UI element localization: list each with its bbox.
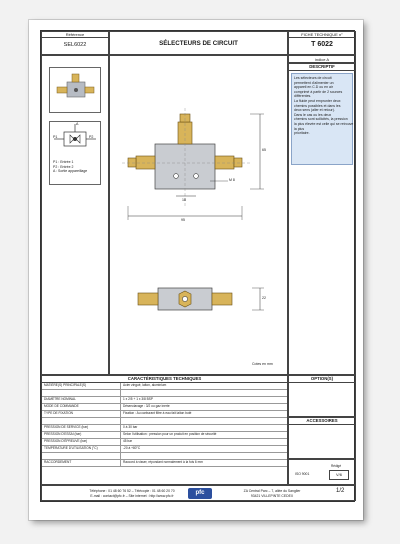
descriptif-line: appareil en C.D ou en air bbox=[294, 85, 333, 90]
document-sheet bbox=[29, 20, 363, 520]
tech-row-value: Selon l'utilisation : pression pour un produit en position de sécurité bbox=[123, 432, 217, 436]
tech-row-value: Désenclavage : 3/2 ou gaz inerte bbox=[123, 404, 170, 408]
company-logo: pfc bbox=[188, 488, 212, 499]
dimension-side: 22 bbox=[262, 296, 266, 300]
thread-label: M 8 bbox=[229, 178, 235, 182]
sheet-number: T 6022 bbox=[311, 41, 333, 48]
tech-row-label: MODE DE COMMANDE bbox=[42, 404, 121, 410]
reference-value: SEL6022 bbox=[63, 42, 87, 48]
footer-contact bbox=[82, 489, 182, 498]
tech-row-value: 45 bar bbox=[123, 439, 133, 443]
tech-row-label: TYPE DE FIXATION bbox=[42, 411, 121, 417]
tech-row-label: TEMPÉRATURE D'UTILISATION (°C) bbox=[42, 446, 121, 452]
index-cell bbox=[288, 55, 356, 63]
tech-row-label: MATIÈRE(S) PRINCIPALE(S) bbox=[42, 383, 121, 389]
title-cell bbox=[109, 31, 288, 55]
footer-address-2: 93421 VILLEPINTE CEDEX bbox=[250, 493, 294, 498]
tech-rows bbox=[42, 383, 287, 467]
tech-row bbox=[42, 404, 287, 411]
tech-row bbox=[42, 383, 287, 390]
tech-row-label bbox=[42, 418, 121, 424]
tech-row-value bbox=[121, 390, 123, 396]
descriptif-line: Les sélecteurs de circuit bbox=[294, 76, 332, 80]
footer bbox=[41, 485, 356, 501]
tech-row bbox=[42, 425, 287, 432]
certification-cell bbox=[288, 459, 356, 485]
descriptif-line: comprimé à partir de 2 sources bbox=[294, 89, 343, 94]
descriptif-line: chemins possibles et dans les bbox=[294, 103, 341, 108]
tech-row bbox=[42, 432, 287, 439]
tech-row bbox=[42, 439, 287, 446]
footer-email: E-mail : contact@pfc.fr – Site internet : http://www.pfc.fr bbox=[90, 493, 174, 498]
tech-row bbox=[42, 446, 287, 453]
dimension-ports: 18 bbox=[182, 198, 186, 202]
footer-phone: Téléphone : 01 48 60 76 52 – Télécopie : 01 48 60 20 70 bbox=[89, 489, 175, 493]
descriptif-line: prioritaire. bbox=[294, 131, 310, 136]
legend-line-2: P2 : Entrée 2 bbox=[53, 164, 74, 169]
tech-row-label bbox=[42, 453, 121, 459]
tech-row-label: PRESSION D'ESSAI (bar) bbox=[42, 432, 121, 438]
iso-label: ISO 9001 bbox=[295, 472, 310, 476]
tech-row bbox=[42, 453, 287, 460]
tech-row-value bbox=[121, 418, 123, 424]
page-number: 1/2 bbox=[336, 488, 345, 494]
footer-address bbox=[222, 489, 322, 498]
tech-row-label: RACCORDEMENT bbox=[42, 460, 121, 466]
tech-row-value: Fixation : Au carburant filtre à eau fait laiton buté bbox=[123, 411, 192, 415]
descriptif-line: deux sens (aller et retour). bbox=[294, 108, 335, 113]
product-photo bbox=[49, 67, 101, 113]
tech-characteristics bbox=[41, 375, 288, 485]
tech-row-value: 1 x 2/5 + 1 x 3/8 BSP bbox=[123, 397, 154, 401]
stamp-label: Rédigé bbox=[331, 464, 342, 468]
technical-drawing bbox=[110, 56, 287, 374]
descriptif-line: La fluide peut emprunter deux bbox=[294, 98, 341, 103]
schematic-box bbox=[49, 121, 101, 185]
descriptif-label: DESCRIPTIF bbox=[289, 64, 355, 71]
port-p1-label: P1 bbox=[53, 135, 58, 139]
descriptif-line: la plus bbox=[294, 126, 305, 131]
tech-row-value bbox=[121, 453, 123, 459]
tech-row-label bbox=[42, 390, 121, 396]
port-p2-label: P2 bbox=[89, 135, 94, 139]
tech-row bbox=[42, 411, 287, 418]
port-a-label: A bbox=[76, 122, 79, 126]
tech-row-label: PRESSION D'ÉPREUVE (bar) bbox=[42, 439, 121, 445]
tech-title: CARACTÉRISTIQUES TECHNIQUES bbox=[42, 376, 287, 383]
tech-row bbox=[42, 460, 287, 467]
dimension-height: 65 bbox=[262, 148, 266, 152]
tech-row-value: -20 à +80°C bbox=[123, 446, 141, 450]
descriptif-line: la plus élevée est celle qui se retrouve bbox=[294, 121, 354, 126]
units-note: Cotes en mm bbox=[252, 362, 273, 366]
reference-label: Référence bbox=[42, 32, 108, 38]
legend-line-1: P1 : Entrée 1 bbox=[53, 160, 74, 164]
tech-row-label: DIAMÈTRE NOMINAL bbox=[42, 397, 121, 403]
datasheet-frame bbox=[40, 30, 355, 502]
reference-cell bbox=[41, 31, 109, 55]
tech-row bbox=[42, 418, 287, 425]
tech-row-value: Acier zingué, laiton, aluminium bbox=[123, 383, 167, 387]
selector-photo-image bbox=[50, 68, 100, 112]
options-cell bbox=[288, 375, 356, 417]
options-title: OPTION(S) bbox=[289, 376, 355, 383]
footer-address-1: ZA Central Parc – 7, allée du Sanglier bbox=[243, 489, 301, 493]
descriptif-line: permettent d'alimenter un bbox=[294, 80, 334, 85]
sheet-label: FICHE TECHNIQUE n° bbox=[289, 32, 355, 38]
tech-row bbox=[42, 390, 287, 397]
descriptif-line: différentes. bbox=[294, 94, 312, 99]
descriptif-line: chemins sont sollicités, la pression bbox=[294, 117, 348, 122]
tech-row bbox=[42, 397, 287, 404]
accessories-cell bbox=[288, 417, 356, 459]
version-badge: V/6 bbox=[329, 470, 349, 480]
descriptif-line: Dans le cas ou les deux bbox=[294, 112, 332, 117]
selector-symbol bbox=[50, 122, 100, 158]
technical-drawing-area bbox=[109, 55, 288, 375]
index-label: indice A bbox=[314, 57, 329, 62]
port-legend bbox=[53, 160, 87, 174]
descriptif-text bbox=[294, 76, 354, 136]
descriptif-box bbox=[291, 73, 353, 165]
dimension-width: 95 bbox=[181, 218, 185, 222]
sheet-number-cell bbox=[288, 31, 356, 55]
legend-line-3: A : Sortie appareillage bbox=[53, 169, 88, 174]
accessories-title: ACCESSOIRES bbox=[289, 418, 355, 425]
page-title: SÉLECTEURS DE CIRCUIT bbox=[159, 40, 238, 47]
tech-row-label: PRESSION DE SERVICE (bar) bbox=[42, 425, 121, 431]
tech-row-value: Raccord à visser, répondant normalement à la fois 6 mm bbox=[123, 460, 203, 464]
tech-row-value: 0 à 30 bar bbox=[123, 425, 138, 429]
